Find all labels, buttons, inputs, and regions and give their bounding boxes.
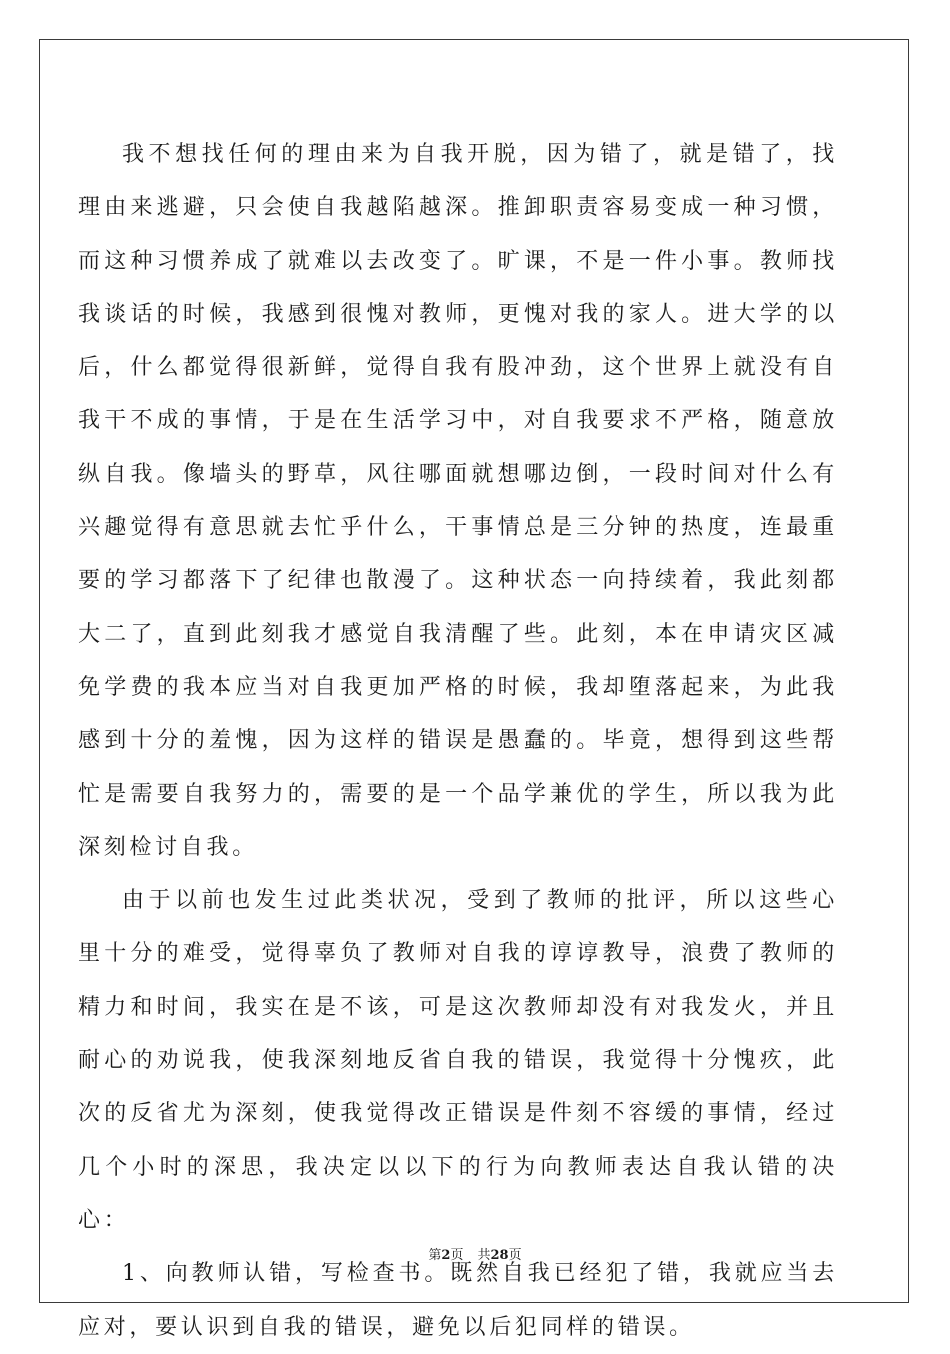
page-label-suffix: 页: [450, 1248, 464, 1263]
page-footer: [0, 1247, 950, 1265]
paragraph: 1、向教师认错，写检查书。既然自我已经犯了错，我就应当去应对，要认识到自我的错误，避免以后犯同样的错误。: [78, 1261, 838, 1340]
page-number: 2: [441, 1248, 451, 1263]
paragraph: 由于以前也发生过此类状况，受到了教师的批评，所以这些心里十分的难受，觉得辜负了教师对自我的谆谆教导，浪费了教师的精力和时间，我实在是不该，可是这次教师却没有对我发火，并且耐心的劝说我，使我深刻地反省自我的错误，我觉得十分愧疚，此次的反省尤为深刻，使我觉得改正错误是件刻不容缓的事情，经过几个小时的深思，我决定以以下的行为向教师表达自我认错的决心：: [78, 888, 838, 1233]
document-body: [78, 128, 838, 1354]
total-label-suffix: 页: [508, 1248, 522, 1263]
total-pages: 28: [490, 1248, 509, 1263]
total-label-prefix: 共: [477, 1248, 491, 1263]
paragraph: 我不想找任何的理由来为自我开脱，因为错了，就是错了，找理由来逃避，只会使自我越陷越深。推卸职责容易变成一种习惯，而这种习惯养成了就难以去改变了。旷课，不是一件小事。教师找我谈话的时候，我感到很愧对教师，更愧对我的家人。进大学的以后，什么都觉得很新鲜，觉得自我有股冲劲，这个世界上就没有自我干不成的事情，于是在生活学习中，对自我要求不严格，随意放纵自我。像墙头的野草，风往哪面就想哪边倒，一段时间对什么有兴趣觉得有意思就去忙乎什么，干事情总是三分钟的热度，连最重要的学习都落下了纪律也散漫了。这种状态一向持续着，我此刻都大二了，直到此刻我才感觉自我清醒了些。此刻，本在申请灾区减免学费的我本应当对自我更加严格的时候，我却堕落起来，为此我感到十分的羞愧，因为这样的错误是愚蠢的。毕竟，想得到这些帮忙是需要自我努力的，需要的是一个品学兼优的学生，所以我为此深刻检讨自我。: [78, 142, 838, 860]
page-label-prefix: 第: [428, 1248, 442, 1263]
